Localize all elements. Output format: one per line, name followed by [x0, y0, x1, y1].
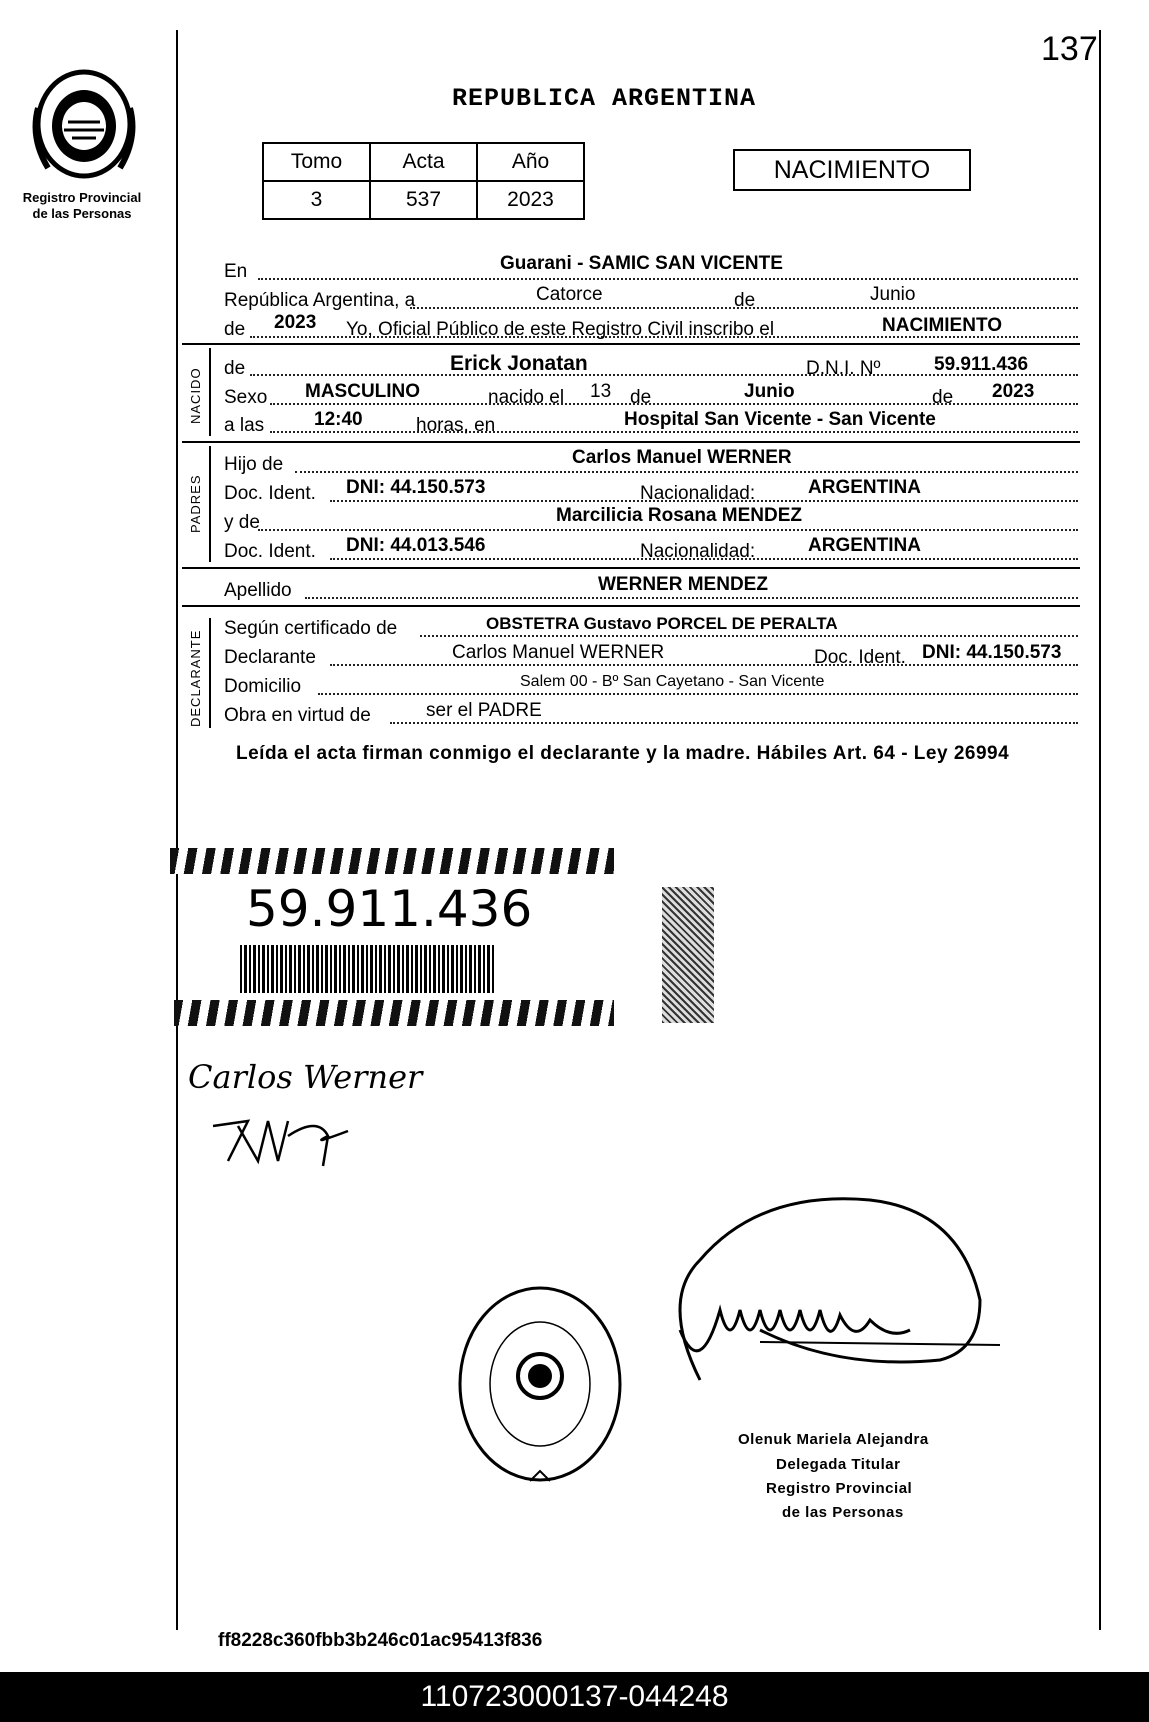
- ref-header-anio: Año: [477, 143, 584, 181]
- section-rule-declarante-top: [182, 605, 1080, 607]
- value-obra: ser el PADRE: [426, 700, 542, 721]
- province-seal-icon: [28, 68, 140, 183]
- value-padre-nac: ARGENTINA: [808, 477, 921, 498]
- act-type-box: NACIMIENTO: [733, 149, 971, 191]
- label-horas-en: horas, en: [416, 415, 496, 436]
- value-padre-dni: DNI: 44.150.573: [346, 477, 486, 498]
- document-hash: ff8228c360fbb3b246c01ac95413f836: [218, 1630, 543, 1651]
- section-rule-nacido-top: [182, 343, 1080, 345]
- value-apellido: WERNER MENDEZ: [598, 574, 768, 595]
- ref-value-anio: 2023: [477, 181, 584, 219]
- section-bar-declarante: [209, 618, 211, 728]
- delegada-registry-2: de las Personas: [782, 1504, 904, 1521]
- value-lugar: Guarani - SAMIC SAN VICENTE: [500, 253, 783, 274]
- ref-value-acta: 537: [370, 181, 477, 219]
- value-nac-dia: 13: [590, 381, 612, 402]
- value-madre-dni: DNI: 44.013.546: [346, 535, 486, 556]
- ref-header-tomo: Tomo: [263, 143, 370, 181]
- value-domicilio: Salem 00 - Bº San Cayetano - San Vicente: [520, 673, 825, 690]
- label-de2: de: [224, 319, 246, 340]
- value-declarante-dni: DNI: 44.150.573: [922, 642, 1062, 663]
- label-yo: Yo, Oficial Público de este Registro Civil inscribo el: [346, 319, 775, 340]
- value-tipo: NACIMIENTO: [882, 315, 1002, 336]
- signature-text: Carlos Werner: [188, 1058, 423, 1096]
- value-dia-letras: Catorce: [536, 284, 603, 305]
- dotline-row5: [270, 403, 1078, 405]
- dotline-row12: [420, 635, 1078, 637]
- delegada-registry: Registro Provincial: [766, 1480, 913, 1497]
- value-madre: Marcilicia Rosana MENDEZ: [556, 505, 803, 526]
- stamp-number: 59.911.436: [246, 880, 533, 938]
- ref-header-acta: Acta: [370, 143, 477, 181]
- logo-caption-2: de las Personas: [32, 206, 132, 221]
- official-seal-icon: [450, 1276, 630, 1496]
- label-segun: Según certificado de: [224, 618, 398, 639]
- label-doc-ident2: Doc. Ident.: [224, 541, 316, 562]
- section-rule-padres-top: [182, 441, 1080, 443]
- side-label-declarante: DECLARANTE: [188, 629, 203, 727]
- value-declarante: Carlos Manuel WERNER: [452, 642, 665, 663]
- dotline-row9: [258, 529, 1078, 531]
- reference-table: [262, 142, 585, 220]
- value-nombre: Erick Jonatan: [450, 352, 588, 375]
- value-hora: 12:40: [314, 409, 363, 430]
- value-nac-anio: 2023: [992, 381, 1035, 402]
- value-sexo: MASCULINO: [305, 381, 421, 402]
- logo-caption-1: Registro Provincial: [22, 190, 142, 205]
- stamp-strip-top: [170, 848, 614, 874]
- mother-signature-icon: [208, 1106, 358, 1168]
- label-domicilio: Domicilio: [224, 676, 302, 697]
- label-sexo: Sexo: [224, 387, 268, 408]
- right-margin-rule: [1099, 30, 1101, 1630]
- closing-note: Leída el acta firman conmigo el declarante y la madre. Hábiles Art. 64 - Ley 26994: [236, 743, 1010, 764]
- footer-code-bar: [0, 1672, 1149, 1722]
- dotline-row11: [305, 597, 1078, 599]
- barcode: [240, 945, 496, 993]
- label-de: de: [734, 290, 756, 311]
- declarant-signature: [188, 1058, 422, 1096]
- label-de5: de: [932, 387, 954, 408]
- label-hijo-de: Hijo de: [224, 454, 284, 475]
- label-en: En: [224, 261, 248, 282]
- value-lugar-nac: Hospital San Vicente - San Vicente: [624, 409, 936, 430]
- ref-value-tomo: 3: [263, 181, 370, 219]
- value-anio: 2023: [274, 312, 317, 333]
- value-mes: Junio: [870, 284, 916, 305]
- dotline-row1: [258, 278, 1078, 280]
- value-madre-nac: ARGENTINA: [808, 535, 921, 556]
- label-y-de: y de: [224, 512, 260, 533]
- label-doc-ident: Doc. Ident.: [224, 483, 316, 504]
- section-bar-padres: [209, 446, 211, 562]
- label-a-las: a las: [224, 415, 265, 436]
- left-margin-rule: [176, 30, 178, 1630]
- side-label-nacido: NACIDO: [188, 367, 203, 424]
- label-republica: República Argentina, a: [224, 290, 416, 311]
- label-apellido: Apellido: [224, 580, 292, 601]
- document-title: REPUBLICA ARGENTINA: [452, 84, 757, 113]
- delegada-title: Delegada Titular: [776, 1456, 901, 1473]
- label-nacionalidad: Nacionalidad:: [640, 483, 756, 504]
- stamp-strip-bottom: [174, 1000, 614, 1026]
- dotline-row7: [295, 471, 1078, 473]
- security-hologram: [662, 887, 714, 1023]
- side-label-padres: PADRES: [188, 474, 203, 533]
- official-signature-icon: [640, 1180, 1020, 1400]
- label-declarante: Declarante: [224, 647, 316, 668]
- section-rule-padres-bottom: [182, 567, 1080, 569]
- label-de4: de: [630, 387, 652, 408]
- dotline-row15: [390, 722, 1078, 724]
- label-nacionalidad2: Nacionalidad:: [640, 541, 756, 562]
- value-dni: 59.911.436: [934, 354, 1029, 375]
- delegada-name: Olenuk Mariela Alejandra: [738, 1431, 929, 1448]
- page-number: 137: [1041, 30, 1098, 68]
- footer-code: 110723000137-044248: [420, 1680, 729, 1713]
- label-nacido-el: nacido el: [488, 387, 565, 408]
- value-nac-mes: Junio: [744, 381, 795, 402]
- value-certificado: OBSTETRA Gustavo PORCEL DE PERALTA: [486, 614, 838, 633]
- label-dni: D.N.I. Nº: [806, 358, 881, 379]
- registro-logo: [28, 68, 140, 188]
- dotline-row13: [330, 664, 1078, 666]
- label-doc-ident3: Doc. Ident.: [814, 647, 906, 668]
- dotline-row6: [270, 431, 1078, 433]
- label-de3: de: [224, 358, 246, 379]
- dotline-row14: [318, 693, 1078, 695]
- value-padre: Carlos Manuel WERNER: [572, 447, 792, 468]
- section-bar-nacido: [209, 348, 211, 436]
- label-obra: Obra en virtud de: [224, 705, 371, 726]
